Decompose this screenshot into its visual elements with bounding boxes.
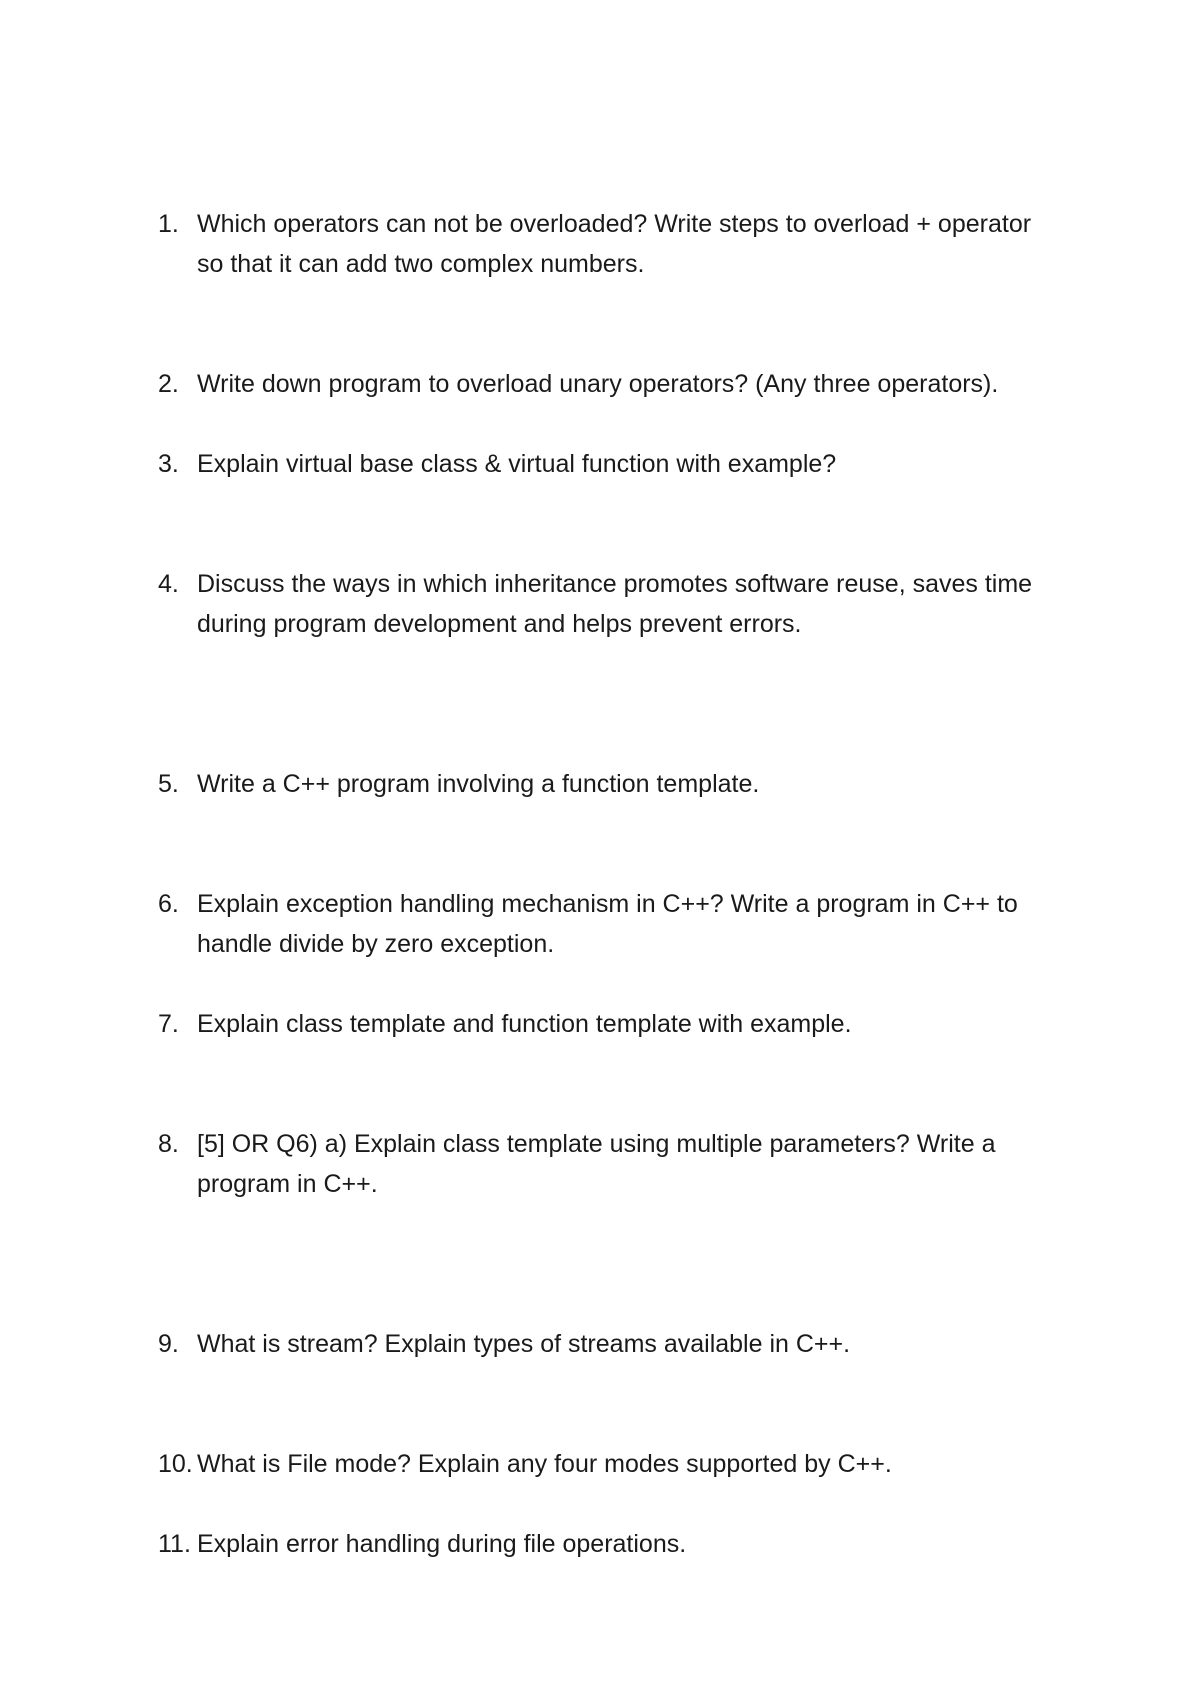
question-text: Discuss the ways in which inheritance promotes software reuse, saves time during program development and helps prevent errors. [197, 570, 1033, 638]
question-number: 3. [158, 450, 179, 478]
question-number: 6. [158, 890, 179, 918]
question-10 [158, 1444, 1058, 1484]
question-1 [158, 204, 1058, 284]
question-11 [158, 1524, 1058, 1564]
question-number: 10. [158, 1450, 193, 1478]
question-2 [158, 364, 1058, 404]
question-9 [158, 1324, 1058, 1364]
question-text: What is File mode? Explain any four modes supported by C++. [197, 1450, 892, 1478]
question-text: Explain exception handling mechanism in C++? Write a program in C++ to handle divide by zero exception. [197, 890, 1018, 958]
question-text: Explain class template and function template with example. [197, 1010, 852, 1038]
question-3 [158, 444, 1058, 484]
question-text: Explain virtual base class & virtual function with example? [197, 450, 837, 478]
question-number: 11. [158, 1530, 191, 1558]
question-text: Write down program to overload unary operators? (Any three operators). [197, 370, 999, 398]
question-number: 1. [158, 210, 179, 238]
question-text: What is stream? Explain types of streams available in C++. [197, 1330, 851, 1358]
question-text: Write a C++ program involving a function template. [197, 770, 760, 798]
question-text: Explain error handling during file operations. [197, 1530, 687, 1558]
question-number: 8. [158, 1130, 179, 1158]
question-4 [158, 564, 1058, 644]
question-8 [158, 1124, 1058, 1204]
question-5 [158, 764, 1058, 804]
question-number: 9. [158, 1330, 179, 1358]
question-7 [158, 1004, 1058, 1044]
question-number: 7. [158, 1010, 179, 1038]
question-number: 5. [158, 770, 179, 798]
question-number: 2. [158, 370, 179, 398]
question-6 [158, 884, 1058, 964]
question-text: [5] OR Q6) a) Explain class template using multiple parameters? Write a program in C++. [197, 1130, 996, 1198]
question-number: 4. [158, 570, 179, 598]
question-text: Which operators can not be overloaded? Write steps to overload + operator so that it can add two complex numbers. [197, 210, 1032, 278]
